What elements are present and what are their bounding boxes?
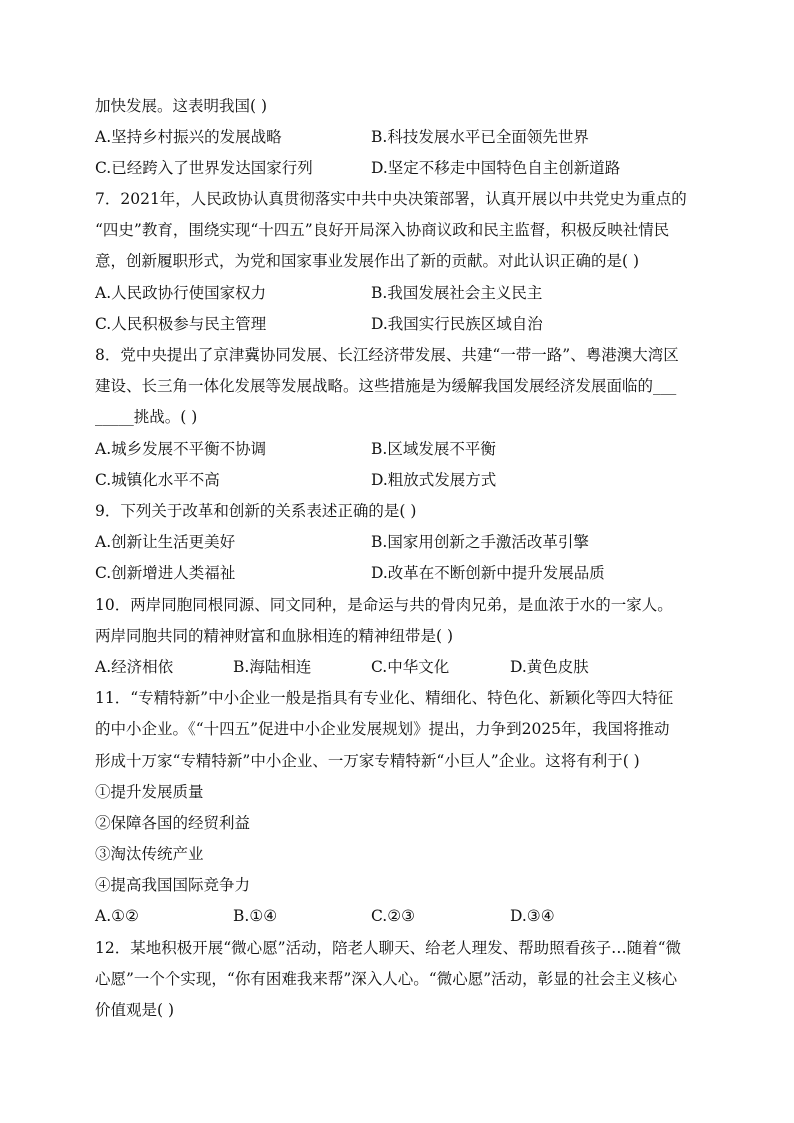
q10-option-d: D.黄色皮肤 <box>510 658 589 676</box>
q8-stem-line3: _____挑战。( ) <box>95 408 198 426</box>
q11-stem-line3: 形成十万家“专精特新”中小企业、一万家专精特新“小巨人”企业。这将有利于( ) <box>95 752 640 770</box>
q11-option-c: C.②③ <box>371 907 416 925</box>
q7-stem-line2: “四史”教育，围绕实现“十四五”良好开局深入协商议政和民主监督，积极反映社情民 <box>95 221 670 239</box>
q9-option-a: A.创新让生活更美好 <box>95 533 236 551</box>
q6-option-c: C.已经跨入了世界发达国家行列 <box>95 159 313 177</box>
q6-option-b: B.科技发展水平已全面领先世界 <box>371 128 589 146</box>
q8-option-b: B.区域发展不平衡 <box>371 440 496 458</box>
q8-stem-line2: 建设、长三角一体化发展等发展战略。这些措施是为缓解我国发展经济发展面临的___ <box>95 377 677 395</box>
q10-stem-line2: 两岸同胞共同的精神财富和血脉相连的精神纽带是( ) <box>95 627 454 645</box>
q8-option-d: D.粗放式发展方式 <box>371 471 497 489</box>
q11-statement-3: ③淘汰传统产业 <box>95 845 204 863</box>
q7-stem-line3: 意，创新履职形式，为党和国家事业发展作出了新的贡献。对此认识正确的是( ) <box>95 252 640 270</box>
q7-option-c: C.人民积极参与民主管理 <box>95 315 267 333</box>
q10-option-a: A.经济相依 <box>95 658 174 676</box>
q10-option-c: C.中华文化 <box>371 658 450 676</box>
q8-stem-line1: 8．党中央提出了京津冀协同发展、长江经济带发展、共建“一带一路”、粤港澳大湾区 <box>95 346 679 364</box>
q12-stem-line3: 价值观是( ) <box>95 1001 175 1019</box>
q8-option-a: A.城乡发展不平衡不协调 <box>95 440 267 458</box>
q11-option-b: B.①④ <box>233 907 278 925</box>
q9-option-b: B.国家用创新之手激活改革引擎 <box>371 533 589 551</box>
q10-option-b: B.海陆相连 <box>233 658 312 676</box>
q9-option-c: C.创新增进人类福祉 <box>95 564 236 582</box>
q9-option-d: D.改革在不断创新中提升发展品质 <box>371 564 605 582</box>
q7-option-b: B.我国发展社会主义民主 <box>371 284 543 302</box>
q6-option-d: D.坚定不移走中国特色自主创新道路 <box>371 159 621 177</box>
q11-statement-2: ②保障各国的经贸利益 <box>95 814 251 832</box>
q9-stem: 9．下列关于改革和创新的关系表述正确的是( ) <box>95 502 417 520</box>
q11-statement-1: ①提升发展质量 <box>95 783 204 801</box>
q11-statement-4: ④提高我国国际竞争力 <box>95 876 251 894</box>
q12-stem-line1: 12．某地积极开展“微心愿”活动，陪老人聊天、给老人理发、帮助照看孩子…随着“微 <box>95 939 681 957</box>
q6-option-a: A.坚持乡村振兴的发展战略 <box>95 128 282 146</box>
q8-option-c: C.城镇化水平不高 <box>95 471 220 489</box>
q7-option-a: A.人民政协行使国家权力 <box>95 284 267 302</box>
q10-stem-line1: 10．两岸同胞同根同源、同文同种，是命运与共的骨肉兄弟，是血浓于水的一家人。 <box>95 596 673 614</box>
q11-stem-line1: 11．“专精特新”中小企业一般是指具有专业化、精细化、特色化、新颖化等四大特征 <box>95 689 674 707</box>
q7-stem-line1: 7．2021年，人民政协认真贯彻落实中共中央决策部署，认真开展以中共党史为重点的 <box>95 190 687 208</box>
q6-stem-end: 加快发展。这表明我国( ) <box>95 97 268 115</box>
q11-stem-line2: 的中小企业。《“十四五”促进中小企业发展规划》提出，力争到2025年，我国将推动 <box>95 720 670 738</box>
q7-option-d: D.我国实行民族区域自治 <box>371 315 543 333</box>
q11-option-d: D.③④ <box>510 907 555 925</box>
q11-option-a: A.①② <box>95 907 139 925</box>
q12-stem-line2: 心愿”一个个实现，“你有困难我来帮”深入人心。“微心愿”活动，彰显的社会主义核心 <box>95 970 678 988</box>
